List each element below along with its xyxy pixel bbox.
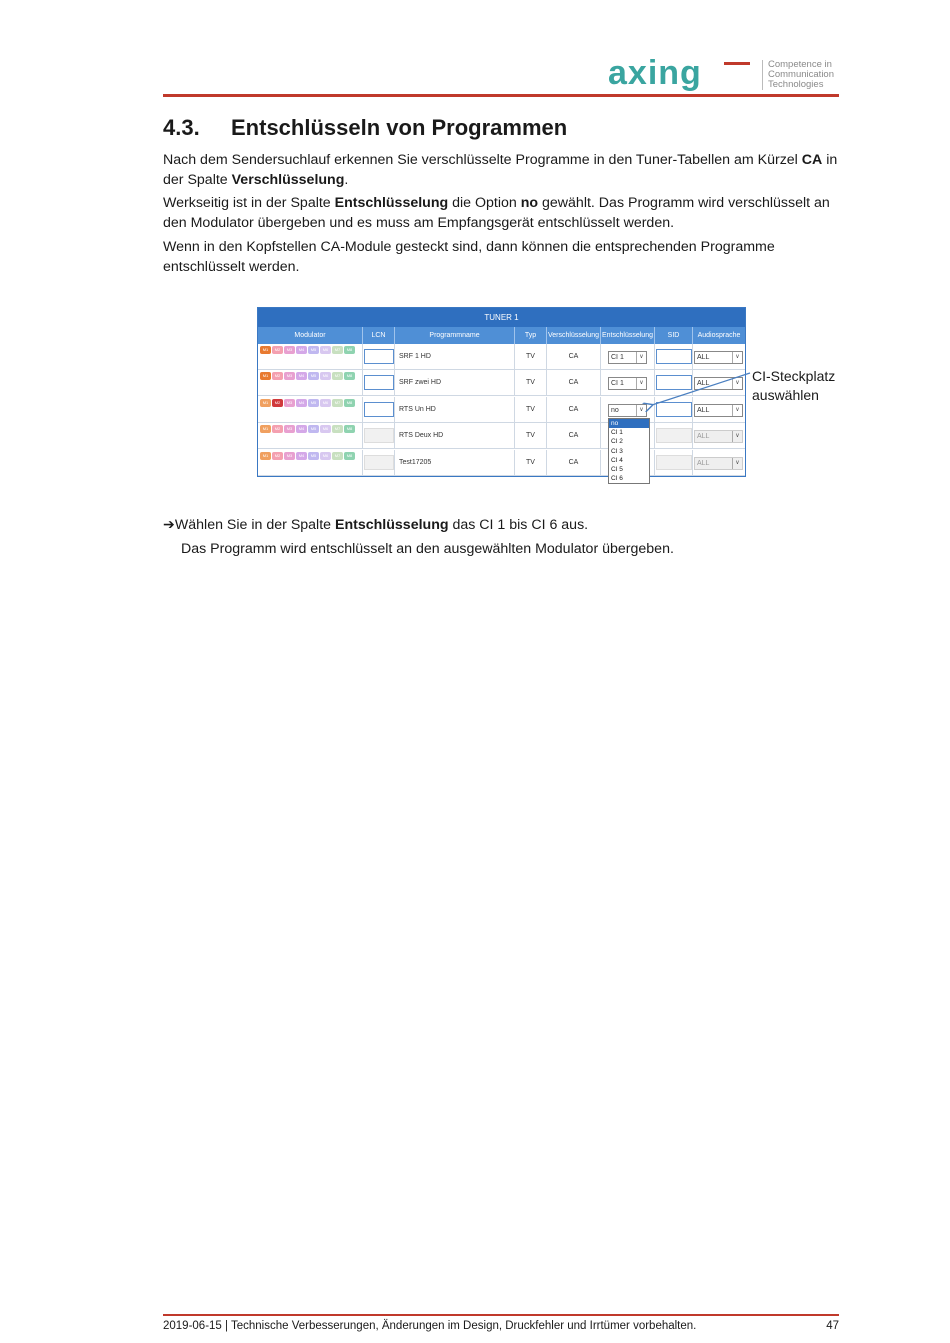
modulator-chip[interactable]: M2 <box>272 425 283 433</box>
paragraph-2: Werkseitig ist in der Spalte Entschlüsselung die Option no gewählt. Das Programm wird verschlüsselt an den Modulator übergeben und es muss am Empfangsgerät entschlüsselt werden. <box>163 195 830 231</box>
sid-input[interactable] <box>656 455 692 470</box>
modulator-chip[interactable]: M4 <box>296 399 307 407</box>
modulator-chip[interactable]: M6 <box>320 425 331 433</box>
cell-typ: TV <box>515 450 547 476</box>
audiosprache-select[interactable]: ALL ∨ <box>694 377 743 390</box>
footer-rule <box>163 1314 839 1316</box>
chevron-down-icon: ∨ <box>732 352 742 363</box>
chevron-down-icon: ∨ <box>732 458 742 469</box>
dropdown-option[interactable]: CI 3 <box>611 447 623 455</box>
cell-verschluesselung: CA <box>547 423 601 449</box>
col-programmname: Programmname <box>395 327 515 344</box>
audiosprache-select[interactable]: ALL ∨ <box>694 404 743 417</box>
col-entschluesselung: Entschlüsselung <box>601 327 655 344</box>
modulator-chip[interactable]: M8 <box>344 399 355 407</box>
modulator-chip[interactable]: M6 <box>320 372 331 380</box>
lcn-input[interactable] <box>364 402 394 417</box>
dropdown-option[interactable]: CI 6 <box>611 475 623 483</box>
entschluesselung-select[interactable]: CI 1 ∨ <box>608 377 647 390</box>
cell-modulator <box>258 370 363 396</box>
modulator-chip[interactable]: M6 <box>320 399 331 407</box>
chevron-down-icon: ∨ <box>636 378 646 389</box>
modulator-chip[interactable]: M7 <box>332 372 343 380</box>
table-row <box>258 423 745 449</box>
cell-sid <box>655 423 693 449</box>
chevron-down-icon: ∨ <box>732 431 742 442</box>
modulator-chip[interactable]: M5 <box>308 346 319 354</box>
cell-typ: TV <box>515 397 547 423</box>
cell-verschluesselung: CA <box>547 370 601 396</box>
cell-modulator <box>258 423 363 449</box>
col-modulator: Modulator <box>258 327 363 344</box>
modulator-chip[interactable]: M2 <box>272 399 283 407</box>
modulator-chip[interactable]: M4 <box>296 372 307 380</box>
cell-lcn <box>363 423 395 449</box>
cell-programmname: SRF 1 HD <box>395 344 515 370</box>
modulator-chip[interactable]: M4 <box>296 346 307 354</box>
dropdown-option[interactable]: CI 1 <box>611 429 623 437</box>
column-header-bar <box>258 327 745 344</box>
sid-input[interactable] <box>656 349 692 364</box>
modulator-chip[interactable]: M6 <box>320 346 331 354</box>
modulator-chip[interactable]: M1 <box>260 425 271 433</box>
modulator-chip[interactable]: M3 <box>284 346 295 354</box>
modulator-chip[interactable]: M8 <box>344 346 355 354</box>
page-number: 47 <box>826 1320 839 1332</box>
lcn-input[interactable] <box>364 455 394 470</box>
svg-text:axing: axing <box>608 58 702 92</box>
modulator-chip[interactable]: M3 <box>284 372 295 380</box>
modulator-chip[interactable]: M7 <box>332 452 343 460</box>
modulator-chip[interactable]: M5 <box>308 452 319 460</box>
chevron-down-icon: ∨ <box>636 405 646 416</box>
cell-programmname: SRF zwei HD <box>395 370 515 396</box>
audiosprache-select[interactable]: ALL ∨ <box>694 457 743 470</box>
modulator-chip[interactable]: M1 <box>260 399 271 407</box>
lcn-input[interactable] <box>364 375 394 390</box>
instruction-step: ➔Wählen Sie in der Spalte Entschlüsselung das CI 1 bis CI 6 aus. <box>163 517 589 533</box>
chevron-down-icon: ∨ <box>636 352 646 363</box>
modulator-chip[interactable]: M1 <box>260 346 271 354</box>
modulator-chip[interactable]: M1 <box>260 452 271 460</box>
cell-typ: TV <box>515 423 547 449</box>
cell-programmname: Test17205 <box>395 450 515 476</box>
callout-text: CI-Steckplatz auswählen <box>752 368 836 403</box>
modulator-chip[interactable]: M8 <box>344 425 355 433</box>
cell-modulator <box>258 450 363 476</box>
cell-typ: TV <box>515 344 547 370</box>
dropdown-option[interactable]: CI 2 <box>611 438 623 446</box>
modulator-chip[interactable]: M5 <box>308 399 319 407</box>
dropdown-option[interactable]: CI 4 <box>611 456 623 464</box>
entschluesselung-select[interactable]: CI 1 ∨ <box>608 351 647 364</box>
entschluesselung-dropdown-list[interactable] <box>608 418 650 484</box>
callout-arrow <box>640 365 755 415</box>
entschluesselung-select[interactable]: no ∨ <box>608 404 647 417</box>
lcn-input[interactable] <box>364 428 394 443</box>
modulator-chip[interactable]: M8 <box>344 452 355 460</box>
modulator-chip[interactable]: M2 <box>272 346 283 354</box>
cell-audiosprache <box>693 423 745 449</box>
modulator-chip[interactable]: M8 <box>344 372 355 380</box>
cell-verschluesselung: CA <box>547 397 601 423</box>
modulator-chip[interactable]: M2 <box>272 372 283 380</box>
cell-lcn <box>363 397 395 423</box>
cell-modulator <box>258 344 363 370</box>
modulator-chip[interactable]: M3 <box>284 452 295 460</box>
header-rule <box>163 94 839 97</box>
paragraph-3: Wenn in den Kopfstellen CA-Module gesteckt sind, dann können die entsprechenden Programme entschlüsselt werden. <box>163 239 775 275</box>
modulator-chip[interactable]: M7 <box>332 425 343 433</box>
section-number: 4.3. <box>163 115 200 140</box>
company-tagline: Competence in Communication Technologies <box>762 60 848 90</box>
cell-audiosprache <box>693 450 745 476</box>
cell-programmname: RTS Un HD <box>395 397 515 423</box>
modulator-chip[interactable]: M5 <box>308 425 319 433</box>
col-sid: SID <box>655 327 693 344</box>
modulator-chip[interactable]: M3 <box>284 425 295 433</box>
modulator-chip[interactable]: M3 <box>284 399 295 407</box>
cell-verschluesselung: CA <box>547 450 601 476</box>
footer-text: 2019-06-15 | Technische Verbesserungen, Änderungen im Design, Druckfehler und Irrtümer vorbehalten. <box>163 1320 697 1332</box>
section-title: Entschlüsseln von Programmen <box>231 115 568 140</box>
modulator-chip[interactable]: M4 <box>296 425 307 433</box>
col-lcn: LCN <box>363 327 395 344</box>
dropdown-option[interactable]: no <box>609 419 649 428</box>
col-verschluesselung: Verschlüsselung <box>547 327 601 344</box>
cell-lcn <box>363 370 395 396</box>
lcn-input[interactable] <box>364 349 394 364</box>
cell-sid <box>655 450 693 476</box>
paragraph-1: Nach dem Sendersuchlauf erkennen Sie verschlüsselte Programme in den Tuner-Tabellen am Kürzel CA in der Spalte Verschlüsselung. <box>163 152 838 188</box>
col-audiosprache: Audiosprache <box>697 332 741 339</box>
col-typ: Typ <box>515 327 547 344</box>
sid-input[interactable] <box>656 428 692 443</box>
arrow-icon: ➔ <box>163 517 175 533</box>
instruction-result: Das Programm wird entschlüsselt an den ausgewählten Modulator übergeben. <box>181 541 674 557</box>
dropdown-option[interactable]: CI 5 <box>611 466 623 474</box>
modulator-chip[interactable]: M4 <box>296 452 307 460</box>
cell-verschluesselung: CA <box>547 344 601 370</box>
chevron-down-icon: ∨ <box>732 405 742 416</box>
cell-programmname: RTS Deux HD <box>395 423 515 449</box>
chevron-down-icon: ∨ <box>732 378 742 389</box>
cell-lcn <box>363 450 395 476</box>
cell-typ: TV <box>515 370 547 396</box>
cell-modulator <box>258 397 363 423</box>
modulator-chip[interactable]: M7 <box>332 399 343 407</box>
modulator-chip[interactable]: M6 <box>320 452 331 460</box>
modulator-chip[interactable]: M2 <box>272 452 283 460</box>
audiosprache-select[interactable]: ALL ∨ <box>694 351 743 364</box>
modulator-chip[interactable]: M7 <box>332 346 343 354</box>
modulator-chip[interactable]: M5 <box>308 372 319 380</box>
axing-logo <box>606 58 756 94</box>
tuner-title: TUNER 1 <box>258 308 745 327</box>
table-row <box>258 450 745 476</box>
audiosprache-select[interactable]: ALL ∨ <box>694 430 743 443</box>
cell-lcn <box>363 344 395 370</box>
modulator-chip[interactable]: M1 <box>260 372 271 380</box>
